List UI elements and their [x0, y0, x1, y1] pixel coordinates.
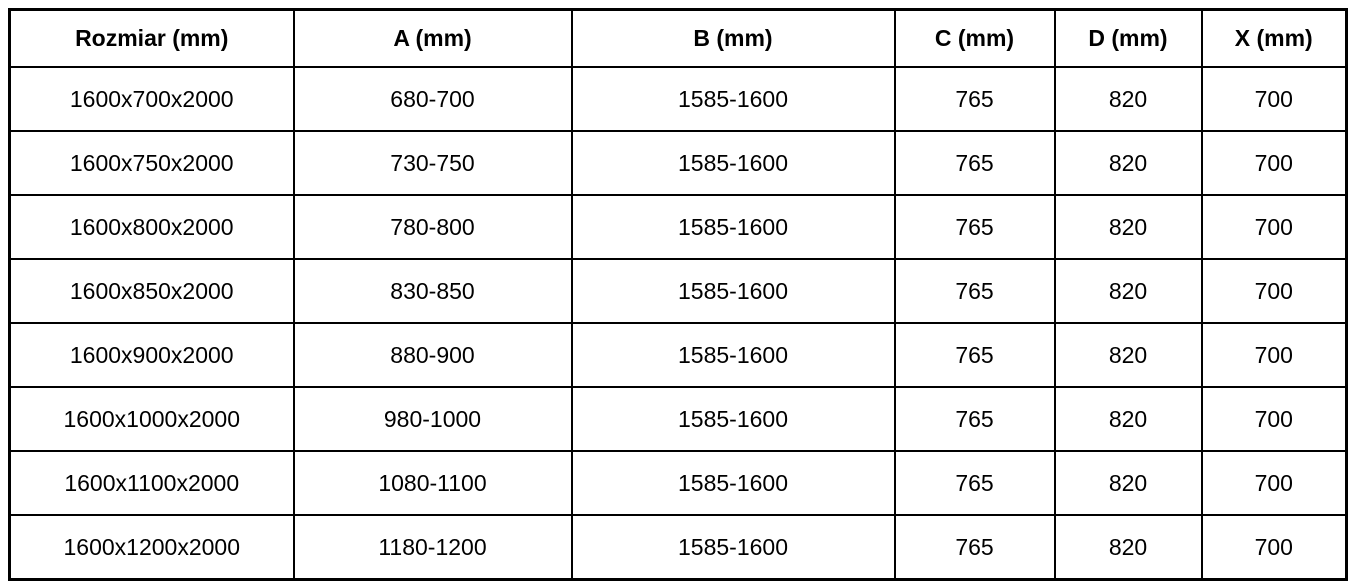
cell-rozmiar: 1600x750x2000 [10, 131, 294, 195]
cell-d: 820 [1055, 67, 1202, 131]
table-row [10, 515, 1347, 580]
column-header-b: B (mm) [572, 10, 895, 68]
cell-rozmiar: 1600x700x2000 [10, 67, 294, 131]
cell-x: 700 [1202, 195, 1347, 259]
column-header-d: D (mm) [1055, 10, 1202, 68]
cell-a: 830-850 [294, 259, 572, 323]
cell-a: 980-1000 [294, 387, 572, 451]
cell-b: 1585-1600 [572, 259, 895, 323]
cell-b: 1585-1600 [572, 323, 895, 387]
cell-rozmiar: 1600x1200x2000 [10, 515, 294, 580]
cell-rozmiar: 1600x800x2000 [10, 195, 294, 259]
cell-x: 700 [1202, 131, 1347, 195]
cell-b: 1585-1600 [572, 515, 895, 580]
cell-d: 820 [1055, 515, 1202, 580]
table-row [10, 259, 1347, 323]
table-row [10, 323, 1347, 387]
cell-d: 820 [1055, 131, 1202, 195]
cell-d: 820 [1055, 451, 1202, 515]
cell-x: 700 [1202, 515, 1347, 580]
cell-a: 1180-1200 [294, 515, 572, 580]
column-header-c: C (mm) [895, 10, 1055, 68]
cell-x: 700 [1202, 259, 1347, 323]
cell-b: 1585-1600 [572, 195, 895, 259]
cell-c: 765 [895, 195, 1055, 259]
cell-c: 765 [895, 387, 1055, 451]
cell-b: 1585-1600 [572, 131, 895, 195]
column-header-x: X (mm) [1202, 10, 1347, 68]
cell-rozmiar: 1600x850x2000 [10, 259, 294, 323]
cell-x: 700 [1202, 387, 1347, 451]
cell-x: 700 [1202, 67, 1347, 131]
cell-d: 820 [1055, 323, 1202, 387]
cell-a: 730-750 [294, 131, 572, 195]
column-header-a: A (mm) [294, 10, 572, 68]
cell-d: 820 [1055, 195, 1202, 259]
cell-c: 765 [895, 259, 1055, 323]
cell-c: 765 [895, 67, 1055, 131]
cell-b: 1585-1600 [572, 387, 895, 451]
cell-x: 700 [1202, 323, 1347, 387]
table-row [10, 451, 1347, 515]
table-row [10, 131, 1347, 195]
cell-a: 780-800 [294, 195, 572, 259]
table-row [10, 195, 1347, 259]
size-spec-table [8, 8, 1348, 581]
cell-d: 820 [1055, 259, 1202, 323]
cell-rozmiar: 1600x1000x2000 [10, 387, 294, 451]
cell-c: 765 [895, 131, 1055, 195]
cell-c: 765 [895, 451, 1055, 515]
header-row [10, 10, 1347, 68]
cell-c: 765 [895, 515, 1055, 580]
cell-b: 1585-1600 [572, 451, 895, 515]
cell-c: 765 [895, 323, 1055, 387]
column-header-rozmiar: Rozmiar (mm) [10, 10, 294, 68]
cell-a: 880-900 [294, 323, 572, 387]
cell-d: 820 [1055, 387, 1202, 451]
table-row [10, 67, 1347, 131]
cell-b: 1585-1600 [572, 67, 895, 131]
cell-rozmiar: 1600x900x2000 [10, 323, 294, 387]
table-row [10, 387, 1347, 451]
cell-x: 700 [1202, 451, 1347, 515]
cell-rozmiar: 1600x1100x2000 [10, 451, 294, 515]
cell-a: 1080-1100 [294, 451, 572, 515]
cell-a: 680-700 [294, 67, 572, 131]
